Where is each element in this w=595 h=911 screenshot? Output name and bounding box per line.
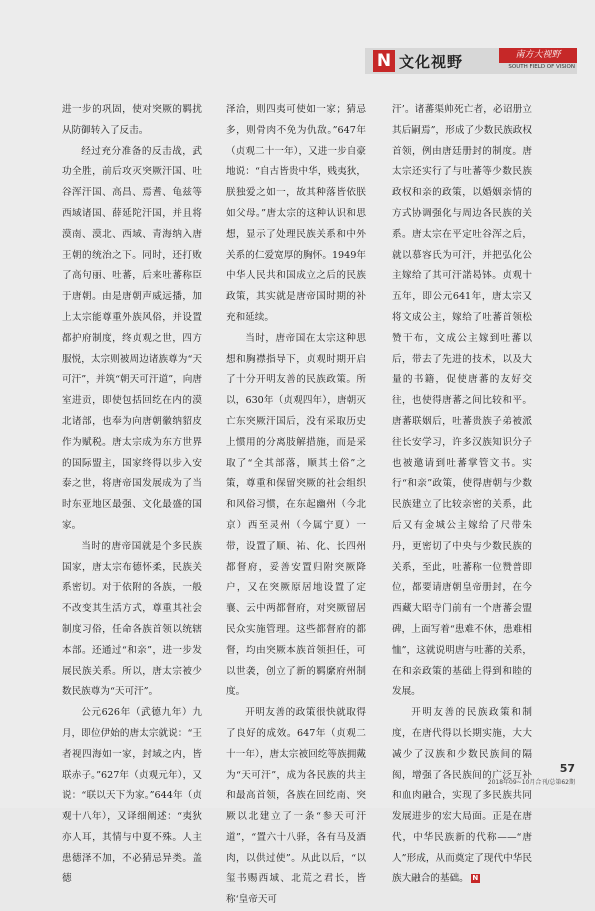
paragraph-text: 当时，唐帝国在太宗这种思想和胸襟指导下，贞观时期开启了十分开明友善的民族政策。所以，630年（贞观四年），唐朝灭亡东突厥汗国后，没有采取历史上惯用的分离肢解措施，而是采取了“全其部落，顺其土俗”之策，尊重和保留突厥的社会组织和风俗习惯，在东起幽州（今北京）西至灵州（今属宁夏）一带，设置了顺、祐、化、长四州都督府，妥善安置归附突厥降户，又在突厥原居地设置了定襄、云中两都督府，对突厥留居民众实施管理。这些都督府的都督，均由突厥本族首领担任，可以世袭，创立了新的羁縻府州制度。 <box>226 332 366 698</box>
end-mark-icon: N <box>472 874 479 883</box>
paragraph <box>226 329 366 703</box>
paragraph <box>62 142 202 537</box>
paragraph <box>392 703 532 890</box>
paragraph-text: 进一步的巩固，使对突厥的羁扰从防御转入了反击。 <box>62 104 202 136</box>
page-number: 57 <box>559 762 575 775</box>
section-english-title: SOUTH FIELD OF VISION <box>508 64 575 70</box>
paragraph <box>392 100 532 703</box>
paragraph-text: 经过充分准备的反击战，武功全胜，前后攻灭突厥汗国、吐谷浑汗国、高昌、焉耆、龟兹等西域诸国、薛延陀汗国，并且将漠南、漠北、西域、青海纳入唐王朝的统治之下。同时，还打败了高句丽、吐蕃，后来吐蕃称臣于唐朝。由是唐朝声威远播，加上太宗能尊重外族风俗，并设置都护府制度，终贞观之世，四方服悦，太宗则被周边诸族尊为“天可汗”，并筑“朝天可汗道”，向唐室进贡，即使包括回纥在内的漠北诸部，也奉为向唐朝徽纳貂皮作为赋税。唐太宗成为东方世界的国际盟主，国家终得以步入安泰之世，将唐帝国发展成为了当时东亚地区最强、文化最盛的国家。 <box>62 145 202 531</box>
text-column-1 <box>62 100 202 885</box>
section-title: 文化视野 <box>399 53 464 71</box>
paragraph <box>62 703 202 890</box>
paragraph-text: 公元626年（武德九年）九月，即位伊始的唐太宗就说：“王者视四海如一家，封域之内，皆联赤子。”627年（贞观元年），又说：“联以天下为家。”644年（贞观十八年），又译细阐述：“夷狄亦人耳，其情与中夏不殊。人主患德泽不加，不必猜忌异类。盖德 <box>62 707 202 885</box>
magazine-tag: 南方大视野 <box>499 48 577 63</box>
paragraph-text: 当时的唐帝国就是个多民族国家，唐太宗布德怀柔，民族关系密切。对于依附的各族，一般不改变其生活方式，尊重其社会制度习俗，任命各族首领以统辖本部。还通过“和亲”，进一步发展民族关系。所以，唐太宗被少数民族尊为“天可汗”。 <box>62 540 202 698</box>
text-column-2 <box>226 100 366 906</box>
paragraph-text: 汗’。诸蕃渠帅死亡者，必诏册立其后嗣焉”，形成了少数民族政权首领，例由唐廷册封的制度。唐太宗还实行了与吐蕃等少数民族政权和亲的政策，以婚姻亲情的方式协调强化与周边各民族的关系。唐太宗在平定吐谷浑之后，就以慕容氏为可汗，并把弘化公主嫁给了其可汗諾曷钵。贞观十五年，即公元641年，唐太宗又将文成公主，嫁给了吐蕃首领松赞干布，文成公主嫁到吐蕃以后，带去了先进的技术，以及大量的书籍，促使唐蕃的友好交往，也使得唐蕃之间比较和平。唐蕃联姻后，吐蕃贵族子弟被派往长安学习，许多汉族知识分子也被邀请到吐蕃掌管文书。实行“和亲”政策，使得唐朝与少数民族建立了比较亲密的关系，此后又有金城公主嫁给了尺带朱丹，更密切了中央与少数民族的关系，至此，吐蕃称一位赞普即位，都要请唐朝皇帝册封，在今西藏大昭寺门前有一个唐蕃会盟碑，上面写着“患难不休，患难相恤”，这就说明唐与吐蕃的关系，在和亲政策的基础上得到和睦的发展。 <box>392 104 532 698</box>
section-header <box>365 48 577 74</box>
paragraph-text: 开明友善的政策很快就取得了良好的成效。647年（贞观二十一年），唐太宗被回纥等族拥戴为“天可汗”，成为各民族的共主和最高首领，各族在回纥南、突厥以北建立了一条“参天可汗道”，“置六十八驿，各有马及酒肉，以供过使”。从此以后，“以玺书赐西域、北荒之君长，皆称‘皇帝天可 <box>226 707 366 906</box>
paragraph <box>62 100 202 142</box>
paragraph <box>226 703 366 911</box>
paragraph <box>226 100 366 329</box>
paragraph <box>62 537 202 703</box>
paragraph-text: 开明友善的民族政策和制度，在唐代得以长期实施，大大减少了汉族和少数民族间的隔阂，增强了各民族间的广泛互补和血肉融合，实现了多民族共同发展进步的宏大局面。正是在唐代，中华民族新的代称——“唐人”形成，从而奠定了现代中华民族大融合的基础。 <box>392 707 532 885</box>
paragraph-text: 泽洽，则四夷可使如一家；猜忌多，则骨肉不免为仇敌。”647年（贞观二十一年），又进一步自豪地说：“自古皆贵中华，贱夷狄，朕独爱之如一，故其种落皆依朕如父母。”唐太宗的这种认识和思想，显示了处理民族关系和中外关系的仁爱宽厚的胸怀。1949年中华人民共和国成立之后的民族政策，其实就是唐帝国时期的补充和延续。 <box>226 104 366 323</box>
n-logo-icon: N <box>373 50 395 72</box>
issue-footer: 2018年09~10月合刊/总第62期 <box>487 779 575 786</box>
